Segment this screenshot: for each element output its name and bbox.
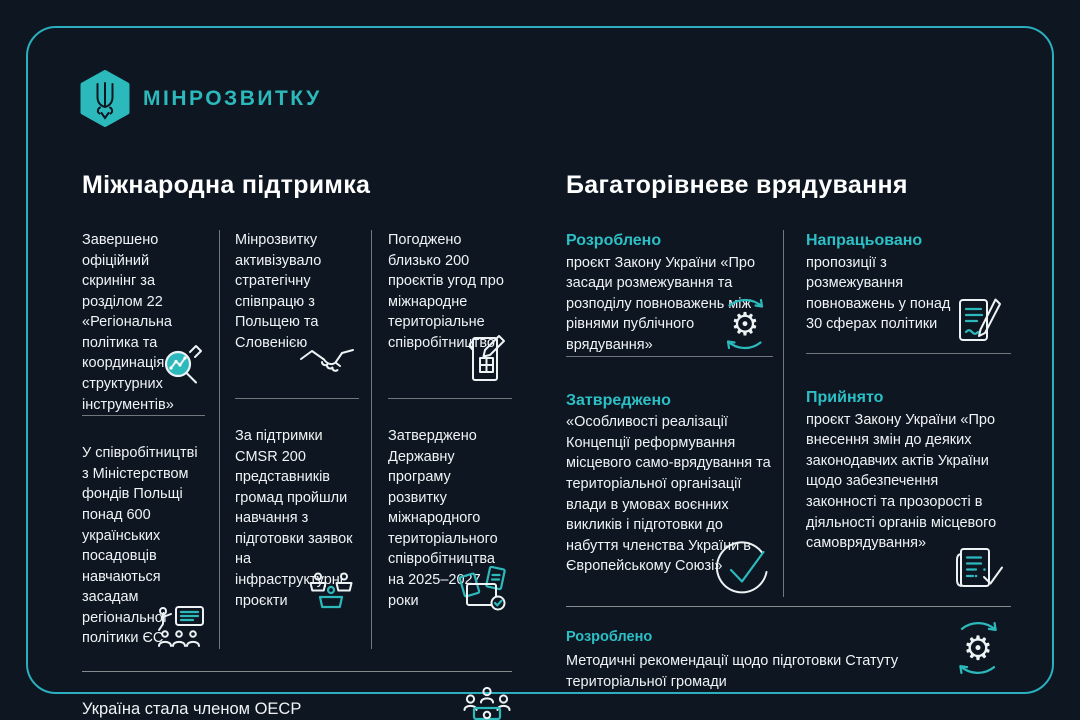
org-name: МІНРОЗВИТКУ	[143, 86, 322, 110]
achievement-text: проєкт Закону України «Про внесення змін до деяких законодавчих актів України щодо забезпечення законності та прозорості в діяльності органів місцевого самоврядування»	[806, 411, 997, 552]
achievement-text: Методичні рекомендації щодо підготовки Статуту територіальної громади	[566, 653, 899, 690]
fact-card	[388, 230, 512, 398]
scroll-pencil-icon	[462, 334, 506, 384]
handshake-icon	[299, 342, 355, 376]
fact-card	[82, 416, 205, 649]
fact-text: Погоджено близько 200 проєктів угод про міжнародне територіальне співробітництво.	[388, 232, 504, 351]
achievement-card	[566, 357, 773, 597]
left-column-2	[220, 230, 372, 649]
fact-text: Затверджено Державну програму розвитку міжнародного територіального співробітництва на 2025–2027 роки	[388, 428, 498, 609]
document-pen-icon	[951, 297, 1003, 343]
section-title: Багаторівневе врядування	[566, 171, 908, 199]
achievement-text: пропозиції з розмежування повноважень у понад 30 сферах політики	[806, 254, 951, 333]
achievement-text: «Особливості реалізації Концепції реформування місцевого само-врядування та територіальної організації влади в умовах воєнних викликів і підготовки до набуття членства України в Європейському Союзі»	[566, 414, 771, 575]
achievement-text: проєкт Закону України «Про засади розмежування та розподілу повноважень між рівнями публічного врядування»	[566, 254, 756, 354]
right-grid	[566, 230, 1011, 597]
trident-hexagon-icon	[80, 70, 130, 127]
divider	[82, 671, 512, 672]
logo	[80, 70, 322, 127]
documents-check-icon	[458, 565, 510, 611]
section-international-support	[82, 171, 512, 720]
fact-text: За підтримки CMSR 200 представників громад пройшли навчання з підготовки заявок на інфраструктурні проєкти	[235, 428, 353, 609]
training-icon	[155, 605, 205, 649]
right-column-1	[566, 230, 784, 597]
left-column-3	[372, 230, 512, 649]
right-column-2	[784, 230, 1011, 597]
achievement-heading: Розроблено	[566, 232, 662, 249]
gear-sync-icon	[949, 619, 1007, 677]
fact-text: У співробітництві з Міністерством фондів Польщі понад 600 українських посадовців навчаються засадам регіональної політики ЄС	[82, 445, 198, 647]
achievement-heading: Затвреджено	[566, 391, 671, 409]
achievement-card	[566, 230, 773, 356]
round-table-icon	[462, 686, 512, 720]
fact-card	[388, 399, 512, 611]
achievement-card	[806, 354, 1011, 594]
fact-card	[235, 399, 359, 611]
oecd-text: Україна стала членом ОЕСР	[82, 700, 302, 719]
left-grid	[82, 230, 512, 649]
svg-text:⚙: ⚙	[730, 304, 760, 343]
document-check-icon	[953, 546, 1005, 592]
achievement-heading: Розроблено	[566, 628, 653, 645]
fact-text: Мінрозвитку активізувало стратегічну співпрацю з Польщею та Словенією	[235, 232, 322, 351]
fact-card	[235, 230, 359, 398]
search-chart-icon	[159, 343, 205, 389]
svg-text:⚙: ⚙	[963, 628, 993, 668]
fact-card	[82, 230, 205, 415]
section-title: Міжнародна підтримка	[82, 171, 371, 199]
achievement-heading: Прийнято	[806, 389, 884, 406]
oecd-row	[82, 682, 512, 720]
achievement-card	[806, 230, 1011, 353]
fact-text: Завершено офіційний скринінг за розділом 22 «Регіональна політика та координація структурних інструментів»	[82, 232, 174, 413]
left-column-1	[82, 230, 220, 649]
workshop-icon	[305, 571, 357, 611]
achievement-heading: Напрацьовано	[806, 232, 923, 249]
section-multilevel-governance	[566, 171, 1011, 692]
circle-check-icon	[711, 539, 773, 597]
gear-sync-icon	[717, 296, 773, 352]
recommendations-row	[566, 607, 1011, 693]
